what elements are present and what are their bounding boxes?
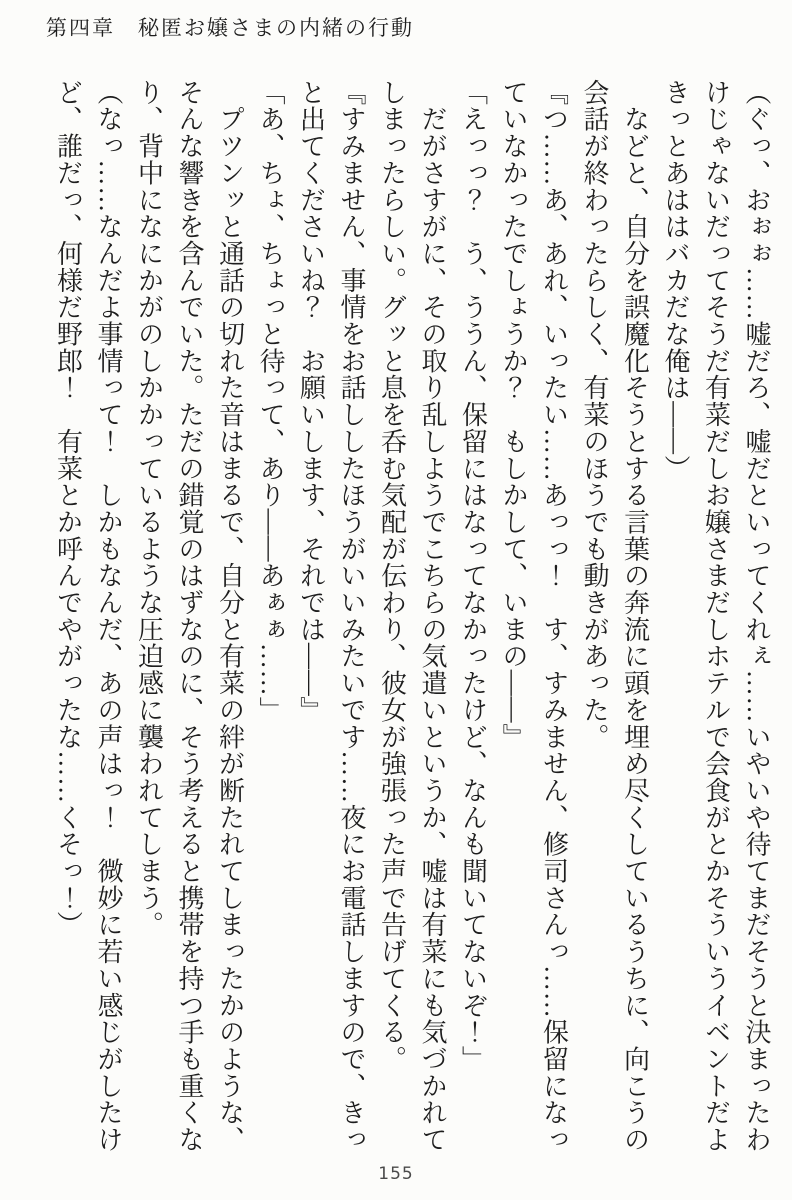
- paragraph: 『つ……あ、あれ、いったい……あっっ！ す、すみません、修司さんっ……保留になっていなかったでしょうか？ もしかして、いまの――』: [499, 79, 569, 1153]
- paragraph: などと、自分を誤魔化そうとする言葉の奔流に頭を埋め尽くしているうちに、向こうの会話が終わったらしく、有菜のほうでも動きがあった。: [580, 79, 650, 1153]
- paragraph: プツンッと通話の切れた音はまるで、自分と有菜の絆が断たれてしまったかのような、そんな響きを含んでいた。ただの錯覚のはずなのに、そう考えると携帯を持つ手も重くなり、背中になにかがのしかかっているような圧迫感に襲われてしまう。: [134, 79, 245, 1153]
- chapter-header: 第四章 秘匿お嬢さまの内緒の行動: [46, 16, 414, 40]
- paragraph: 『すみません、事情をお話ししたほうがいいみたいです……夜にお電話しますので、きっと出てくださいね？ お願いします、それでは――』: [296, 79, 366, 1153]
- paragraph: （ぐっ、おぉぉ……嘘だろ、嘘だといってくれぇ……いやいや待てまだそうと決まったわけじゃないだってそうだ有菜だしお嬢さまだしホテルで会食がとかそういうイベントだよきっとあははバカだな俺は――）: [661, 79, 771, 1153]
- paragraph: （なっ……なんだよ事情って！ しかもなんだ、あの声はっ！ 微妙に若い感じがしたけど、誰だっ、何様だ野郎！ 有菜とか呼んでやがったな……くそっ！）: [53, 79, 123, 1153]
- paragraph: 「えっっ？ う、ううん、保留にはなってなかったけど、なんも聞いてないぞ！」: [458, 79, 488, 1073]
- paragraph: 「あ、ちょ、ちょっと待って、あり――あぁぁ……」: [256, 79, 285, 724]
- page-number: 155: [378, 1164, 414, 1184]
- paragraph: だがさすがに、その取り乱しようでこちらの気遣いというか、嘘は有菜にも気づかれてしまったらしい。グッと息を呑む気配が伝わり、彼女が強張った声で告げてくる。: [377, 79, 447, 1153]
- body-text: [38, 79, 776, 1155]
